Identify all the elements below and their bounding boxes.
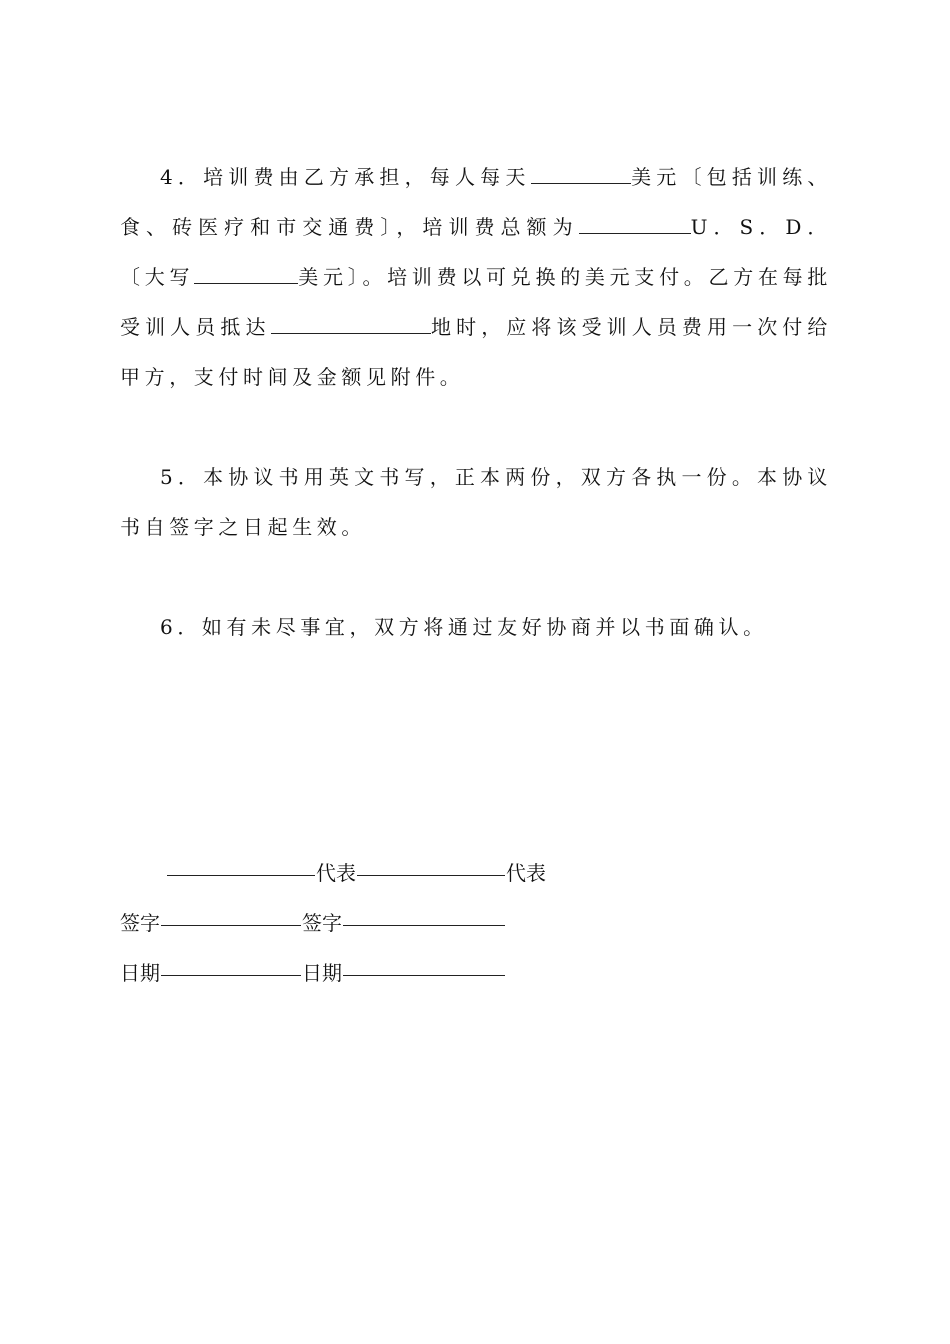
date-blank-b — [343, 974, 505, 976]
party-a-name-blank — [167, 874, 315, 876]
date-row — [120, 948, 720, 998]
clause-4-paragraph — [120, 152, 832, 402]
per-day-fee-blank — [531, 167, 631, 184]
sign-blank-a — [161, 924, 301, 926]
clause-4-text-4: 美元〕。培训费以可兑换的美元支付。乙方在每批受训人员抵达 — [120, 265, 832, 339]
sign-label-b: 签字 — [302, 911, 342, 935]
clause-4-text-1: 4．培训费由乙方承担，每人每天 — [160, 165, 531, 189]
representative-row — [120, 848, 720, 898]
signature-row — [120, 898, 720, 948]
clause-4-text-3: U．S．D．〔大写 — [120, 215, 832, 289]
amount-in-words-blank — [194, 267, 298, 284]
clause-4-text-2: 美元〔包括训练、食、砖医疗和市交通费〕，培训费总额为 — [120, 165, 832, 239]
clause-4-text-5: 地时，应将该受训人员费用一次付给甲方，支付时间及金额见附件。 — [120, 315, 832, 389]
date-label-b: 日期 — [302, 961, 342, 985]
sign-label-a: 签字 — [120, 911, 160, 935]
party-b-name-blank — [357, 874, 505, 876]
clause-6-paragraph: 6．如有未尽事宜，双方将通过友好协商并以书面确认。 — [160, 615, 768, 639]
signature-block — [120, 848, 720, 998]
date-label-a: 日期 — [120, 961, 160, 985]
sign-blank-b — [343, 924, 505, 926]
arrival-place-blank — [271, 317, 431, 334]
date-blank-a — [161, 974, 301, 976]
representative-label-b: 代表 — [506, 861, 546, 885]
clause-5-paragraph: 5．本协议书用英文书写，正本两份，双方各执一份。本协议书自签字之日起生效。 — [120, 465, 832, 539]
total-fee-blank — [579, 217, 691, 234]
representative-label-a: 代表 — [316, 861, 356, 885]
